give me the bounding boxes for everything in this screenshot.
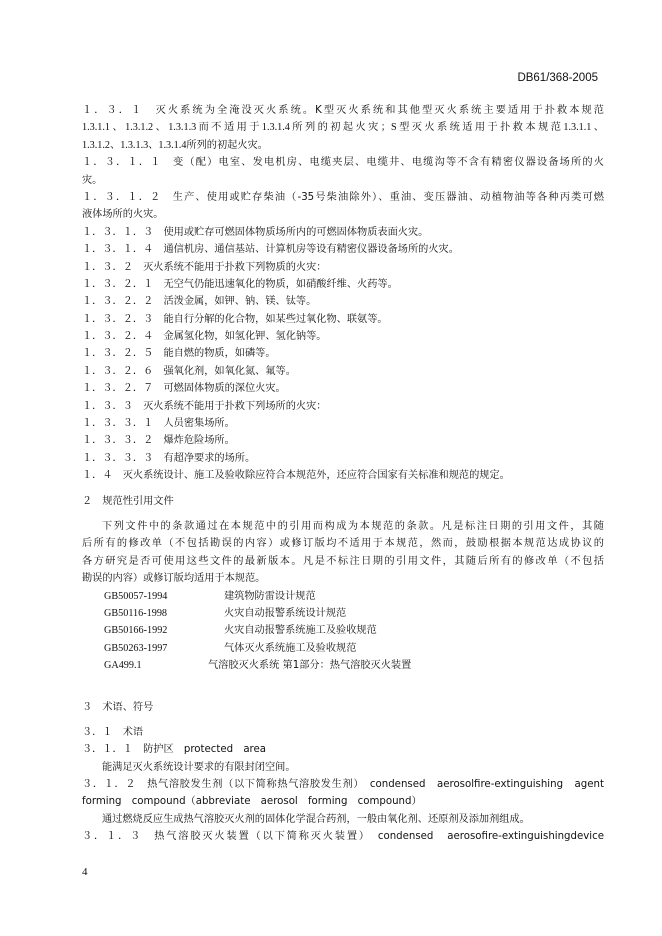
reference-title: 气体灭火系统施工及验收规范: [224, 642, 357, 654]
reference-row: [82, 640, 604, 657]
clause-3-1-2-definition: 通过燃烧反应生成热气溶胶灭火剂的固体化学混合药剂，一般由氧化剂、还原剂及添加剂组成。: [102, 813, 530, 825]
section-3-heading: ３ 术语、符号: [82, 701, 154, 713]
section-2-para-line-2: 后所有的修改单（不包括勘误的内容）或修订版均不适用于本规范，然而，鼓励根据本规范达成协议的: [82, 538, 604, 550]
reference-title: 火灾自动报警系统设计规范: [224, 607, 347, 619]
document-body: [82, 102, 604, 846]
clause-3-1-1-definition: 能满足灭火系统设计要求的有限封闭空间。: [102, 761, 296, 773]
clause-1-3-3: １．３．３ 灭火系统不能用于扑救下列场所的火灾：: [82, 400, 327, 412]
standard-code: DB61/368-2005: [517, 72, 598, 84]
clause-3-1-2-cont: forming compound（abbreviate aerosol forming compound）: [82, 796, 422, 808]
reference-row: [82, 588, 604, 605]
reference-row: [82, 605, 604, 622]
reference-title: 气溶胶灭火系统 第1部分：热气溶胶灭火装置: [208, 660, 412, 672]
section-2-para-line-1: 下列文件中的条款通过在本规范中的引用而构成为本规范的条款。凡是标注日期的引用文件，其随: [102, 520, 604, 532]
page-number: 4: [82, 866, 88, 878]
reference-code: GB50116-1998: [104, 607, 168, 619]
clause-1-3-3-1: １．３．３．１ 人员密集场所。: [82, 418, 235, 430]
clause-1-3-2-7: １．３．２．７ 可燃固体物质的深位火灾。: [82, 383, 286, 395]
clause-1-3-2-2: １．３．２．２ 活泼金属，如钾、钠、镁、钛等。: [82, 296, 317, 308]
clause-1-3-2-4: １．３．２．４ 金属氢化物，如氢化钾、氢化钠等。: [82, 331, 327, 343]
clause-1-3-1-1: １．３．１．１ 变（配）电室、发电机房、电缆夹层、电缆井、电缆沟等不含有精密仪器设备场所的火: [82, 157, 604, 169]
clause-1-3-2: １．３．２ 灭火系统不能用于扑救下列物质的火灾：: [82, 261, 327, 273]
clause-1-3-2-5: １．３．２．５ 能自燃的物质，如磷等。: [82, 348, 276, 360]
clause-3-1-2: ３．１．２ 热气溶胶发生剂（以下简称热气溶胶发生剂） condensed aerosolfire-extinguishing agent: [82, 779, 604, 791]
reference-code: GB50166-1992: [104, 625, 168, 637]
reference-title: 火灾自动报警系统施工及验收规范: [224, 625, 377, 637]
clause-1-3-1-2-cont: 液体场所的火灾。: [82, 209, 164, 221]
clause-1-3-3-2: １．３．３．２ 爆炸危险场所。: [82, 435, 235, 447]
clause-1-3-1-cont: 1.3.1.1、1.3.1.2、1.3.1.3而不适用于1.3.1.4所列的初起火灾；S型灭火系统适用于扑救本规范1.3.1.1、: [82, 122, 604, 134]
clause-1-3-1-1-cont: 灾。: [82, 174, 103, 186]
section-2-heading: ２ 规范性引用文件: [82, 495, 174, 507]
reference-title: 建筑物防雷设计规范: [224, 590, 316, 602]
section-2-para-line-4: 勘误的内容）或修订版均适用于本规范。: [82, 573, 266, 585]
clause-1-4: １．４ 灭火系统设计、施工及验收除应符合本规范外，还应符合国家有关标准和规范的规定。: [82, 470, 510, 482]
reference-code: GB50057-1994: [104, 590, 168, 602]
reference-code: GB50263-1997: [104, 642, 168, 654]
clause-3-1-3: ３．１．３ 热气溶胶灭火装置（以下简称灭火装置） condensed aerosofire-extinguishingdevice: [82, 831, 604, 843]
clause-1-3-2-3: １．３．２．３ 能自行分解的化合物，如某些过氧化物、联氨等。: [82, 313, 388, 325]
clause-1-3-2-1: １．３．２．１ 无空气仍能迅速氧化的物质，如硝酸纤维、火药等。: [82, 278, 398, 290]
section-2-para-line-3: 各方研究是否可使用这些文件的最新版本。凡是不标注日期的引用文件，其随后所有的修改单（不包括: [82, 555, 604, 567]
clause-1-3-1-4: １．３．１．４ 通信机房、通信基站、计算机房等设有精密仪器设备场所的火灾。: [82, 244, 459, 256]
reference-row: [82, 657, 604, 674]
reference-code: GA499.1: [104, 660, 142, 672]
clause-3-1-1: ３．１．１ 防护区 protected area: [82, 744, 267, 756]
clause-1-3-1: １．３．１ 灭火系统为全淹没灭火系统。K型灭火系统和其他型灭火系统主要适用于扑救本规范: [82, 105, 604, 116]
reference-row: [82, 622, 604, 639]
clause-3-1: ３．１ 术语: [82, 726, 144, 738]
clause-1-3-1-cont2: 1.3.1.2、1.3.1.3、1.3.1.4所列的初起火灾。: [82, 139, 268, 151]
clause-1-3-1-3: １．３．１．３ 使用或贮存可燃固体物质场所内的可燃固体物质表面火灾。: [82, 226, 429, 238]
clause-1-3-3-3: １．３．３．３ 有超净要求的场所。: [82, 452, 256, 464]
clause-1-3-2-6: １．３．２．６ 强氧化剂，如氧化氮、氟等。: [82, 365, 296, 377]
clause-1-3-1-2: １．３．１．２ 生产、使用或贮存柴油（-35号柴油除外）、重油、变压器油、动植物油等各种丙类可燃: [82, 191, 604, 203]
